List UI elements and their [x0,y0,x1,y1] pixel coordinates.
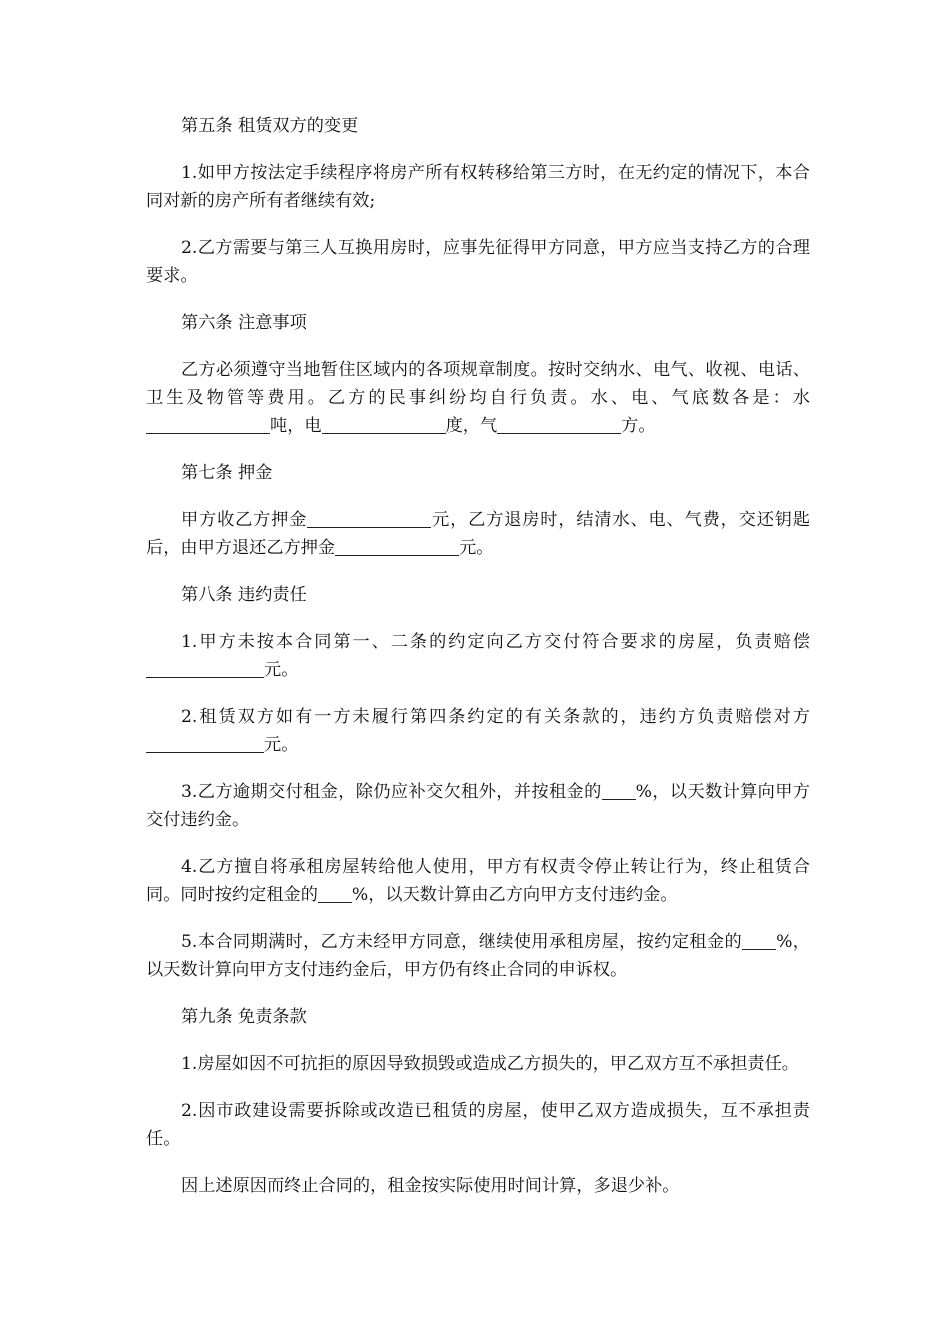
section-8-clause-4 [146,853,810,909]
section-9-heading: 第九条 免责条款 [181,1007,307,1027]
text-segment: 元。 [459,538,494,558]
overstay-penalty-percent-blank[interactable] [742,929,776,950]
text-segment: 元。 [264,735,299,755]
section-5-heading: 第五条 租赁双方的变更 [181,116,359,136]
section-5-clause-1: 1.如甲方按法定手续程序将房产所有权转移给第三方时，在无约定的情况下，本合同对新的房产所有者继续有效; [146,163,810,211]
text-segment: 4.乙方擅自将承租房屋转给他人使用，甲方有权责令停止转让行为，终止租赁合同。同时按约定租金的 [146,857,810,905]
text-segment: 甲方收乙方押金 [181,510,308,530]
document-page [146,112,810,1219]
sublet-penalty-percent-blank[interactable] [318,882,352,903]
text-segment: 元。 [264,660,299,680]
section-9-clause-1: 1.房屋如因不可抗拒的原因导致损毁或造成乙方损失的，甲乙双方互不承担责任。 [181,1054,799,1074]
text-segment: 方。 [621,416,656,436]
text-segment: 乙方必须遵守当地暂住区域内的各项规章制度。按时交纳水、电气、收视、电话、卫生及物管等费用。乙方的民事纠纷均自行负责。水、电、气底数各是：水 [146,360,810,408]
water-reading-blank[interactable] [146,413,270,434]
section-8-heading: 第八条 违约责任 [181,585,307,605]
section-6-heading: 第六条 注意事项 [181,313,307,333]
text-segment: %，以天数计算向甲方交付违约金。 [146,782,810,830]
text-segment: 5.本合同期满时，乙方未经甲方同意，继续使用承租房屋，按约定租金的 [181,932,743,952]
text-segment: 吨，电 [270,416,322,436]
text-segment: 2.租赁双方如有一方未履行第四条约定的有关条款的，违约方负责赔偿对方 [181,707,810,727]
section-8-clause-3 [146,778,810,834]
text-segment: %，以天数计算向甲方支付违约金后，甲方仍有终止合同的申诉权。 [146,932,810,980]
text-segment: 1.甲方未按本合同第一、二条的约定向乙方交付符合要求的房屋，负责赔偿 [181,632,810,652]
deposit-amount-blank[interactable] [307,507,431,528]
late-rent-percent-blank[interactable] [602,779,636,800]
electricity-reading-blank[interactable] [322,413,446,434]
deposit-refund-blank[interactable] [335,535,459,556]
breach-compensation-blank[interactable] [146,732,264,753]
gas-reading-blank[interactable] [497,413,621,434]
text-segment: %，以天数计算由乙方向甲方支付违约金。 [351,885,678,905]
section-7-clause-1 [146,506,810,562]
section-8-clause-5 [146,928,810,984]
section-6-clause-1 [146,356,810,440]
text-segment: 元，乙方退房时，结清水、电、气费，交还钥匙后，由甲方退还乙方押金 [146,510,810,558]
text-segment: 3.乙方逾期交付租金，除仍应补交欠租外，并按租金的 [181,782,602,802]
text-segment: 度，气 [445,416,498,436]
section-9-clause-2: 2.因市政建设需要拆除或改造已租赁的房屋，使甲乙双方造成损失，互不承担责任。 [146,1101,810,1149]
section-5-clause-2: 2.乙方需要与第三人互换用房时，应事先征得甲方同意，甲方应当支持乙方的合理要求。 [146,238,810,286]
compensation-amount-blank[interactable] [146,657,264,678]
section-8-clause-2 [146,703,810,759]
section-9-clause-3: 因上述原因而终止合同的，租金按实际使用时间计算，多退少补。 [181,1176,680,1196]
section-8-clause-1 [146,628,810,684]
section-7-heading: 第七条 押金 [181,463,273,483]
